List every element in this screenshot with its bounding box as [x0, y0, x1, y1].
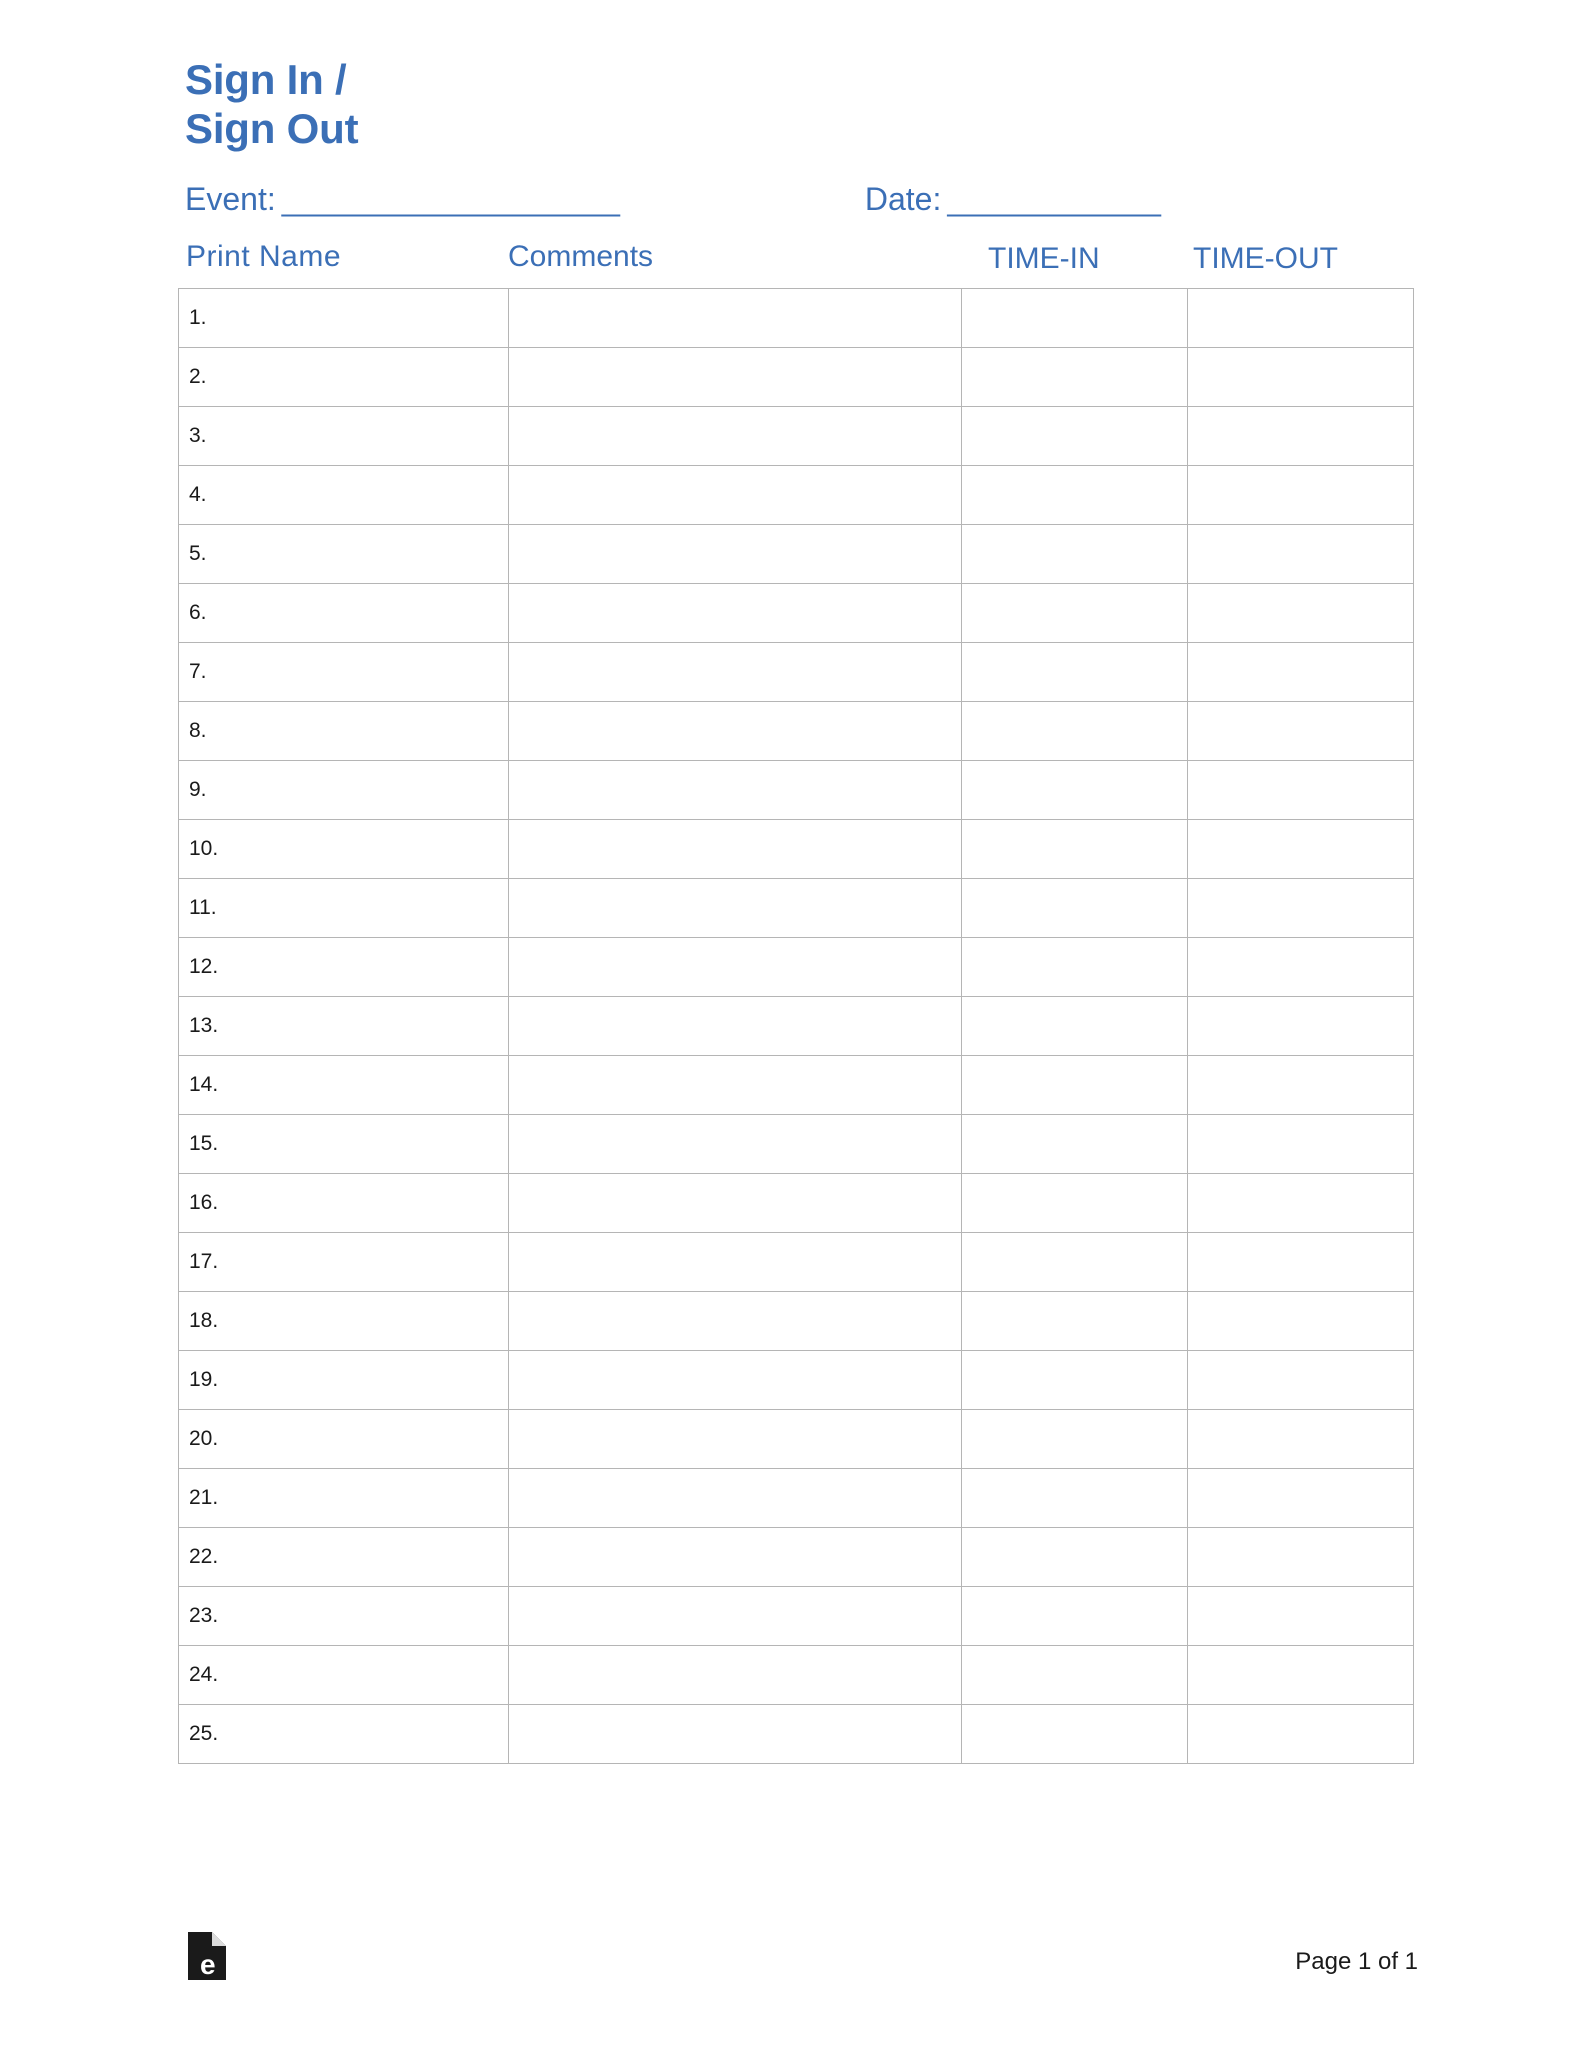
table-row [179, 1292, 1414, 1351]
document-content [178, 55, 1418, 1764]
row-time-out-cell[interactable] [1188, 1469, 1414, 1528]
row-time-out-cell[interactable] [1188, 1292, 1414, 1351]
row-time-in-cell[interactable] [962, 1587, 1188, 1646]
row-number-cell: 18. [179, 1292, 509, 1351]
row-time-out-cell[interactable] [1188, 938, 1414, 997]
row-comments-cell[interactable] [509, 702, 962, 761]
row-time-out-cell[interactable] [1188, 997, 1414, 1056]
row-time-out-cell[interactable] [1188, 525, 1414, 584]
row-time-out-cell[interactable] [1188, 466, 1414, 525]
date-field[interactable] [865, 181, 1161, 218]
row-time-in-cell[interactable] [962, 1469, 1188, 1528]
row-number-cell: 9. [179, 761, 509, 820]
row-number-cell: 24. [179, 1646, 509, 1705]
table-row [179, 584, 1414, 643]
row-number-cell: 1. [179, 289, 509, 348]
row-number-cell: 15. [179, 1115, 509, 1174]
table-row [179, 702, 1414, 761]
row-time-in-cell[interactable] [962, 1292, 1188, 1351]
date-input-line[interactable]: ____________ [947, 181, 1161, 218]
row-time-in-cell[interactable] [962, 525, 1188, 584]
row-comments-cell[interactable] [509, 643, 962, 702]
row-time-in-cell[interactable] [962, 1115, 1188, 1174]
row-comments-cell[interactable] [509, 1351, 962, 1410]
row-number-cell: 2. [179, 348, 509, 407]
event-input-line[interactable]: ___________________ [281, 181, 620, 218]
table-row [179, 289, 1414, 348]
row-time-in-cell[interactable] [962, 466, 1188, 525]
row-number-cell: 14. [179, 1056, 509, 1115]
row-time-in-cell[interactable] [962, 348, 1188, 407]
row-time-in-cell[interactable] [962, 1233, 1188, 1292]
row-time-in-cell[interactable] [962, 761, 1188, 820]
row-number-cell: 5. [179, 525, 509, 584]
row-number-cell: 23. [179, 1587, 509, 1646]
eforms-logo-icon [186, 1930, 228, 1982]
row-comments-cell[interactable] [509, 1115, 962, 1174]
row-comments-cell[interactable] [509, 1646, 962, 1705]
row-time-in-cell[interactable] [962, 1410, 1188, 1469]
row-time-out-cell[interactable] [1188, 1115, 1414, 1174]
page-footer [178, 1930, 1418, 1990]
row-time-out-cell[interactable] [1188, 1705, 1414, 1764]
row-time-out-cell[interactable] [1188, 820, 1414, 879]
table-row [179, 761, 1414, 820]
row-time-in-cell[interactable] [962, 1646, 1188, 1705]
row-time-in-cell[interactable] [962, 1174, 1188, 1233]
row-time-in-cell[interactable] [962, 407, 1188, 466]
row-time-out-cell[interactable] [1188, 1410, 1414, 1469]
row-comments-cell[interactable] [509, 997, 962, 1056]
row-time-in-cell[interactable] [962, 643, 1188, 702]
row-time-out-cell[interactable] [1188, 1587, 1414, 1646]
column-header-time-in: TIME-IN [988, 242, 1100, 276]
page-title [185, 55, 1418, 153]
row-time-in-cell[interactable] [962, 938, 1188, 997]
row-comments-cell[interactable] [509, 466, 962, 525]
row-time-out-cell[interactable] [1188, 584, 1414, 643]
row-time-out-cell[interactable] [1188, 348, 1414, 407]
row-number-cell: 10. [179, 820, 509, 879]
table-row [179, 1174, 1414, 1233]
row-time-in-cell[interactable] [962, 702, 1188, 761]
row-time-out-cell[interactable] [1188, 1646, 1414, 1705]
row-comments-cell[interactable] [509, 407, 962, 466]
row-comments-cell[interactable] [509, 584, 962, 643]
table-row [179, 1233, 1414, 1292]
row-number-cell: 3. [179, 407, 509, 466]
row-number-cell: 11. [179, 879, 509, 938]
row-comments-cell[interactable] [509, 1469, 962, 1528]
row-time-in-cell[interactable] [962, 1056, 1188, 1115]
row-time-out-cell[interactable] [1188, 643, 1414, 702]
table-row [179, 1646, 1414, 1705]
row-time-out-cell[interactable] [1188, 1351, 1414, 1410]
table-row [179, 1705, 1414, 1764]
row-comments-cell[interactable] [509, 348, 962, 407]
page-number: Page 1 of 1 [1295, 1948, 1418, 1975]
row-number-cell: 16. [179, 1174, 509, 1233]
row-time-out-cell[interactable] [1188, 702, 1414, 761]
row-comments-cell[interactable] [509, 1705, 962, 1764]
signin-table [178, 288, 1414, 1764]
row-time-out-cell[interactable] [1188, 879, 1414, 938]
row-comments-cell[interactable] [509, 1587, 962, 1646]
row-comments-cell[interactable] [509, 1174, 962, 1233]
column-header-time-out: TIME-OUT [1193, 242, 1338, 276]
row-comments-cell[interactable] [509, 1410, 962, 1469]
table-row [179, 1351, 1414, 1410]
page-title-line-1: Sign In / [185, 56, 347, 103]
row-number-cell: 13. [179, 997, 509, 1056]
row-number-cell: 21. [179, 1469, 509, 1528]
row-time-in-cell[interactable] [962, 1351, 1188, 1410]
row-time-in-cell[interactable] [962, 584, 1188, 643]
row-time-out-cell[interactable] [1188, 1233, 1414, 1292]
row-time-out-cell[interactable] [1188, 407, 1414, 466]
row-number-cell: 6. [179, 584, 509, 643]
row-number-cell: 4. [179, 466, 509, 525]
row-comments-cell[interactable] [509, 1528, 962, 1587]
row-time-in-cell[interactable] [962, 997, 1188, 1056]
row-time-in-cell[interactable] [962, 820, 1188, 879]
table-row [179, 938, 1414, 997]
table-row [179, 1056, 1414, 1115]
page-title-line-2: Sign Out [185, 105, 359, 153]
row-comments-cell[interactable] [509, 879, 962, 938]
table-row [179, 348, 1414, 407]
row-comments-cell[interactable] [509, 1292, 962, 1351]
row-time-out-cell[interactable] [1188, 1174, 1414, 1233]
table-row [179, 1528, 1414, 1587]
row-time-in-cell[interactable] [962, 289, 1188, 348]
row-number-cell: 20. [179, 1410, 509, 1469]
row-time-out-cell[interactable] [1188, 761, 1414, 820]
table-row [179, 1469, 1414, 1528]
table-row [179, 525, 1414, 584]
column-headers [178, 240, 1418, 282]
table-row [179, 643, 1414, 702]
row-comments-cell[interactable] [509, 938, 962, 997]
row-time-out-cell[interactable] [1188, 1056, 1414, 1115]
row-number-cell: 25. [179, 1705, 509, 1764]
column-header-print-name: Print Name [186, 240, 342, 274]
event-label: Event: [185, 181, 276, 218]
table-row [179, 820, 1414, 879]
svg-text:e: e [200, 1949, 216, 1980]
row-time-in-cell[interactable] [962, 1705, 1188, 1764]
row-comments-cell[interactable] [509, 1233, 962, 1292]
row-number-cell: 22. [179, 1528, 509, 1587]
table-row [179, 1587, 1414, 1646]
column-header-comments: Comments [508, 240, 654, 274]
row-comments-cell[interactable] [509, 1056, 962, 1115]
row-time-in-cell[interactable] [962, 1528, 1188, 1587]
row-comments-cell[interactable] [509, 525, 962, 584]
row-comments-cell[interactable] [509, 761, 962, 820]
form-fields-row [185, 181, 1418, 218]
signin-table-body [179, 289, 1414, 1764]
row-number-cell: 17. [179, 1233, 509, 1292]
row-comments-cell[interactable] [509, 289, 962, 348]
row-number-cell: 19. [179, 1351, 509, 1410]
table-row [179, 407, 1414, 466]
row-comments-cell[interactable] [509, 820, 962, 879]
table-row [179, 1115, 1414, 1174]
table-row [179, 997, 1414, 1056]
row-time-in-cell[interactable] [962, 879, 1188, 938]
row-time-out-cell[interactable] [1188, 1528, 1414, 1587]
table-row [179, 1410, 1414, 1469]
row-number-cell: 12. [179, 938, 509, 997]
table-row [179, 879, 1414, 938]
row-number-cell: 7. [179, 643, 509, 702]
table-row [179, 466, 1414, 525]
event-field[interactable] [185, 181, 620, 218]
date-label: Date: [864, 181, 942, 218]
row-time-out-cell[interactable] [1188, 289, 1414, 348]
row-number-cell: 8. [179, 702, 509, 761]
